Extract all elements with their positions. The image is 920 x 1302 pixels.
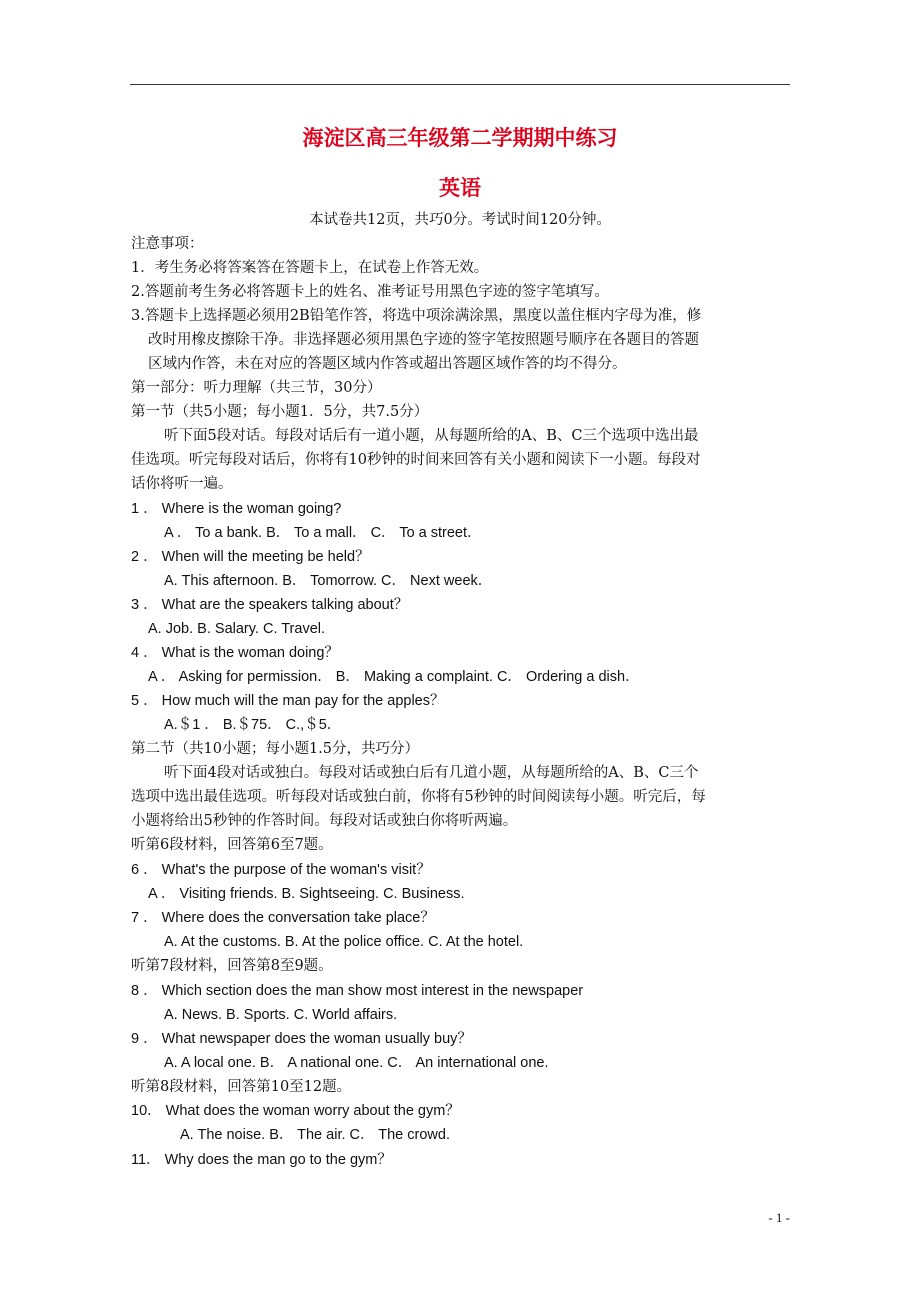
question-options: A. Job. B. Salary. C. Travel. [148,621,326,637]
exam-title: 海淀区高三年级第二学期期中练习 [302,125,618,150]
question-options: A ． Visiting friends. B. Sightseeing. C. Business. [148,886,465,902]
material-heading: 听第6段材料，回答第6至7题。 [131,837,333,853]
question-options: A ． Asking for permission． B． Making a complaint. C． Ordering a dish． [148,669,640,685]
question: 11． Why does the man go to the gym？ [131,1152,392,1168]
material-heading: 听第7段材料，回答第8至9题。 [131,958,333,974]
note-item: 3.答题卡上选择题必须用2B铅笔作答，将选中项涂满涂黑，黑度以盖住框内字母为准，修 [131,308,702,324]
exam-summary: 本试卷共12页，共巧0分。考试时间120分钟。 [309,212,611,228]
material-heading: 听第8段材料，回答第10至12题。 [131,1079,352,1095]
question: 10． What does the woman worry about the gym？ [131,1103,460,1119]
page-number: - 1 - [768,1210,790,1225]
question: 3 ． What are the speakers talking about？ [131,597,409,613]
section2-intro: 选项中选出最佳选项。听每段对话或独白前，你将有5秒钟的时间阅读每小题。听完后，每 [131,789,706,805]
note-item: 1．考生务必将答案答在答题卡上，在试卷上作答无效。 [131,260,489,276]
section1-heading: 第一节（共5小题；每小题1．5分，共7.5分） [131,404,429,420]
question-options: A. The noise. B． The air. C． The crowd. [180,1127,450,1143]
note-item: 区域内作答，未在对应的答题区域内作答或超出答题区域作答的均不得分。 [148,356,627,372]
question: 4 ． What is the woman doing？ [131,645,339,661]
question: 6 ． What's the purpose of the woman's visit？ [131,862,431,878]
section2-heading: 第二节（共10小题；每小题1.5分，共巧分） [131,741,420,757]
question: 8 ． Which section does the man show most interest in the newspaper [131,983,584,999]
question: 9 ． What newspaper does the woman usually buy？ [131,1031,472,1047]
note-item: 2.答题前考生务必将答题卡上的姓名、准考证号用黑色字迹的签字笔填写。 [131,284,609,300]
question-options: A.＄1 ． B.＄75． C.,＄5． [164,717,342,733]
notes-heading: 注意事项： [131,236,204,252]
question-options: A ． To a bank. B． To a mall． C． To a street． [164,525,482,541]
question: 5 ． How much will the man pay for the apples？ [131,693,445,709]
section1-intro: 佳选项。听完每段对话后，你将有10秒钟的时间来回答有关小题和阅读下一小题。每段对 [131,452,701,468]
question-options: A. This afternoon. B． Tomorrow. C． Next week． [164,573,493,589]
question: 2 ． When will the meeting be held？ [131,549,370,565]
section1-intro: 话你将听一遍。 [131,476,233,492]
question-options: A. A local one. B． A national one. C． An international one. [164,1055,549,1071]
part1-heading: 第一部分：听力理解（共三节，30分） [131,380,382,396]
section2-intro: 听下面4段对话或独白。每段对话或独白后有几道小题，从每题所给的A、B、C三个 [164,765,699,781]
subject-title: 英语 [439,175,481,200]
question-options: A. At the customs. B. At the police office. C. At the hotel. [164,934,524,950]
header-rule [130,84,790,85]
question: 1 ． Where is the woman going? [131,501,342,517]
section2-intro: 小题将给出5秒钟的作答时间。每段对话或独白你将听两遍。 [131,813,518,829]
question-options: A. News. B. Sports. C. World affairs. [164,1007,398,1023]
note-item: 改时用橡皮擦除干净。非选择题必须用黑色字迹的签字笔按照题号顺序在各题目的答题 [148,332,699,348]
question: 7 ． Where does the conversation take place？ [131,910,435,926]
section1-intro: 听下面5段对话。每段对话后有一道小题，从每题所给的A、B、C三个选项中选出最 [164,428,699,444]
